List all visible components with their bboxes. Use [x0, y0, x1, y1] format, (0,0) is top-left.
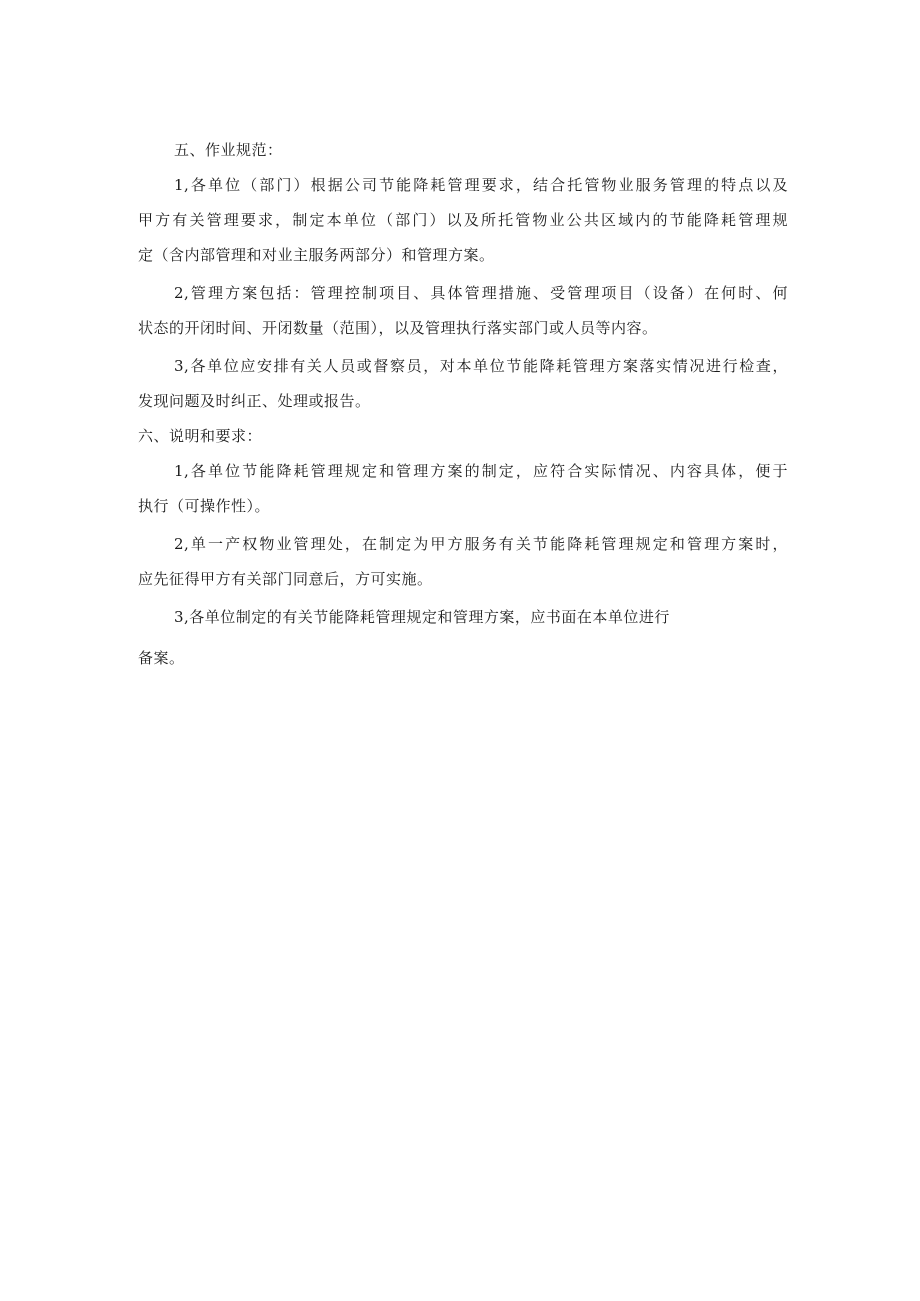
section-6-item-3-line-2: 备案。	[138, 649, 185, 667]
section-5-item-1-line-3: 定（含内部管理和对业主服务两部分）和管理方案。	[138, 246, 495, 264]
section-5-heading: 五、作业规范：	[174, 141, 283, 159]
section-5-item-1-line-2: 甲方有关管理要求，制定本单位（部门）以及所托管物业公共区域内的节能降耗管理规	[138, 211, 788, 229]
section-5-item-1-line-1: 1,各单位（部门）根据公司节能降耗管理要求，结合托管物业服务管理的特点以及	[174, 176, 788, 194]
section-6-item-2-line-1: 2,单一产权物业管理处，在制定为甲方服务有关节能降耗管理规定和管理方案时，	[174, 535, 788, 553]
section-6-item-1-line-1: 1,各单位节能降耗管理规定和管理方案的制定，应符合实际情况、内容具体，便于	[174, 462, 788, 480]
section-6-item-3-line-1: 3,各单位制定的有关节能降耗管理规定和管理方案，应书面在本单位进行	[174, 608, 670, 626]
document-body	[138, 133, 788, 676]
section-5-item-3-line-2: 发现问题及时纠正、处理或报告。	[138, 392, 371, 410]
section-6-item-1-line-2: 执行（可操作性）。	[138, 497, 271, 515]
section-5-item-3-line-1: 3,各单位应安排有关人员或督察员，对本单位节能降耗管理方案落实情况进行检查，	[174, 357, 788, 375]
section-6-heading: 六、说明和要求：	[138, 427, 263, 445]
section-5-item-2-line-2: 状态的开闭时间、开闭数量（范围），以及管理执行落实部门或人员等内容。	[138, 319, 658, 337]
section-6-item-2-line-2: 应先征得甲方有关部门同意后，方可实施。	[138, 570, 433, 588]
section-5-item-2-line-1: 2,管理方案包括：管理控制项目、具体管理措施、受管理项目（设备）在何时、何	[174, 284, 788, 302]
